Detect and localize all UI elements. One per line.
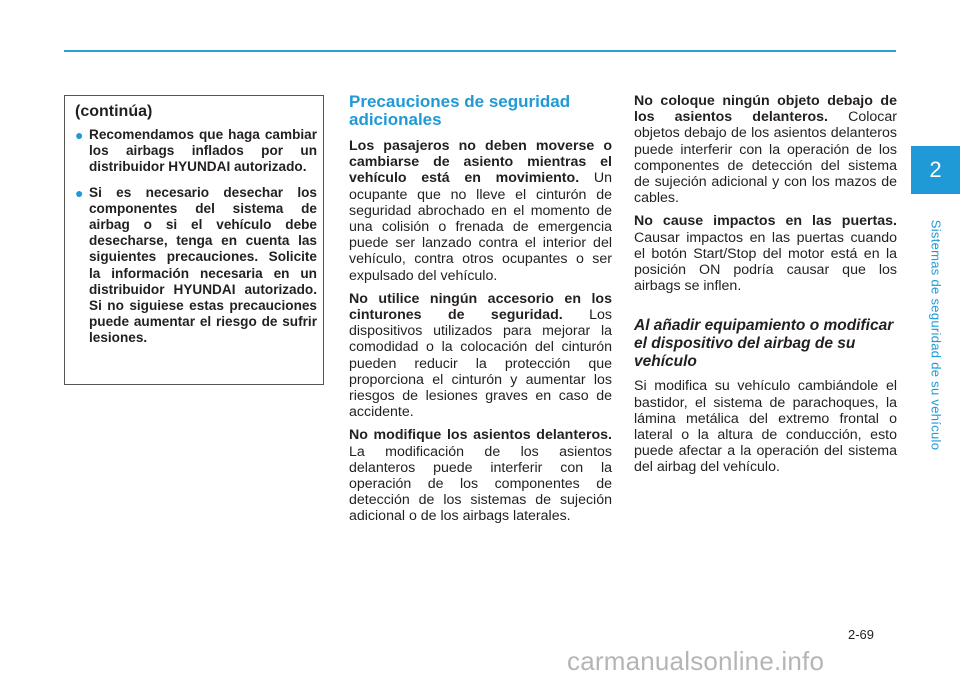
- sub-heading: Al añadir equipamiento o modificar el dispositivo del airbag de su vehículo: [634, 317, 894, 371]
- section-heading: Precauciones de seguridad adicionales: [349, 92, 571, 129]
- paragraph-lead: No modifique los asientos delanteros.: [349, 427, 612, 444]
- paragraph: [634, 213, 897, 294]
- paragraph-text: La modificación de los asientos delanteros puede interferir con la operación de los componentes de detección de los sistemas de sujeción adicional o de los airbags laterales.: [349, 443, 612, 525]
- paragraph: Si modifica su vehículo cambiándole el bastidor, el sistema de parachoques, la lámina metálica del extremo frontal o lateral o la altura de conducción, esto puede afectar a la operación del sistema del airbag del vehículo.: [634, 378, 897, 476]
- warning-item: [75, 127, 317, 176]
- paragraph: [349, 291, 612, 421]
- page-number: 2-69: [848, 627, 875, 642]
- paragraph-lead: No utilice ningún accesorio en los cinturones de seguridad.: [349, 290, 612, 324]
- watermark: carmanualsonline.info: [567, 646, 825, 676]
- paragraph-text: Colocar objetos debajo de los asientos delanteros puede interferir con la operación de los componentes de detección del sistema de sujeción adicional y con los mazos de cables.: [634, 109, 897, 207]
- chapter-side-label: Sistemas de seguridad de su vehículo: [928, 219, 944, 451]
- warning-item-text: Recomendamos que haga cambiar los airbags inflados por un distribuidor HYUNDAI autorizado.: [89, 127, 317, 175]
- paragraph-text: Un ocupante que no lleve el cinturón de seguridad abrochado en el momento de una colisión o frenada de emergencia puede ser lanzado contra el interior del vehículo, contra otros ocupantes o ser expulsado del vehículo.: [349, 170, 612, 284]
- right-column: [634, 93, 897, 483]
- chapter-tab: [911, 146, 960, 194]
- warning-list: [75, 127, 317, 347]
- paragraph: [349, 427, 612, 524]
- warning-box: [64, 95, 324, 385]
- paragraph-lead: No cause impactos en las puertas.: [634, 213, 897, 230]
- middle-column: [349, 93, 612, 532]
- chapter-number: 2: [929, 157, 942, 182]
- header-rule: [64, 50, 896, 52]
- paragraph-text: Causar impactos en las puertas cuando el botón Start/Stop del motor está en la posición ON podría causar que los airbags se inflen.: [634, 229, 897, 295]
- warning-item: [75, 185, 317, 347]
- paragraph: [349, 138, 612, 284]
- paragraph-text: Los dispositivos utilizados para mejorar la comodidad o la colocación del cinturón pueden reducir la protección que proporciona el cinturón y aumentar los riesgos de lesiones graves en caso de accidente.: [349, 307, 612, 421]
- bullet-icon: ●: [75, 127, 84, 143]
- paragraph-lead: No coloque ningún objeto debajo de los asientos delanteros.: [634, 93, 897, 126]
- warning-item-text: Si es necesario desechar los componentes del sistema de airbag o si el vehículo debe desecharse, tenga en cuenta las siguientes precauciones. Solicite la información necesaria en un distribuidor HYUNDAI autorizado. Si no siguiese estas precauciones puede aumentar el riesgo de sufrir lesiones.: [89, 184, 317, 346]
- paragraph: [634, 93, 897, 206]
- bullet-icon: ●: [75, 184, 84, 201]
- paragraph-lead: Los pasajeros no deben moverse o cambiarse de asiento mientras el vehículo está en movimiento.: [349, 138, 612, 187]
- warning-title: (continúa): [75, 103, 153, 120]
